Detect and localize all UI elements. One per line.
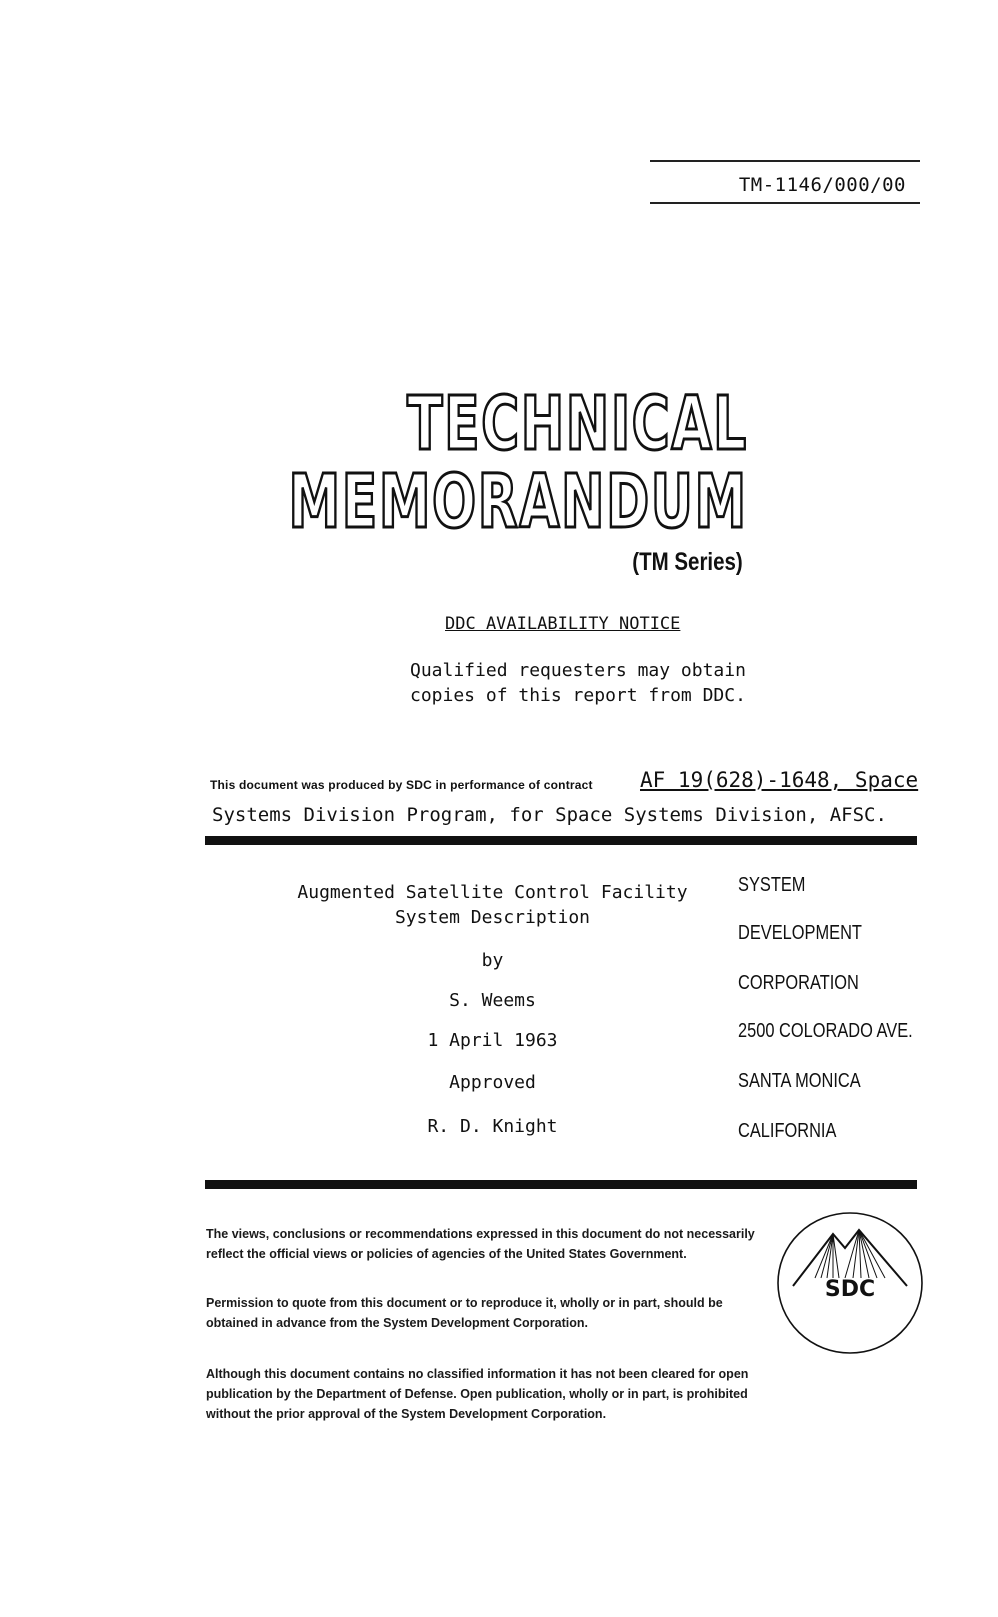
disclaimer-views: The views, conclusions or recommendations expressed in this document do not necessarily reflect the official views or policies of agencies of the United States Government. [206,1227,755,1261]
title-technical: TECHNICAL [407,381,748,467]
disclaimer-permission: Permission to quote from this document or to reproduce it, wholly or in part, should be obtained in advance from the System Development Corporation. [206,1296,723,1330]
contract-statement-line-2: Systems Division Program, for Space Systems Division, AFSC. [212,804,887,826]
address-line: CORPORATION [738,972,859,994]
bottom-divider-band [205,1180,917,1189]
document-title: Augmented Satellite Control Facility System Description [297,882,688,928]
sdc-logo [775,1208,925,1358]
address-line: DEVELOPMENT [738,922,862,944]
series-label: (TM Series) [632,548,743,576]
document-by: by [481,950,504,971]
contract-number: AF 19(628)-1648, Space [640,768,919,792]
address-line: SYSTEM [738,874,806,896]
approver-name: R. D. Knight [427,1116,558,1137]
contract-statement-lead: This document was produced by SDC in performance of contract [210,778,593,792]
report-number-top-rule [650,160,920,162]
top-divider-band [205,836,917,845]
disclaimer-classification: Although this document contains no classified information it has not been cleared for open publication by the Department of Defense. Open publication, wholly or in part, is prohibited without the prior approval of the System Development Corporation. [206,1367,749,1421]
report-number: TM-1146/000/00 [738,174,906,196]
approved-label: Approved [449,1072,536,1093]
availability-notice-heading: DDC AVAILABILITY NOTICE [445,614,681,634]
document-date: 1 April 1963 [427,1030,558,1051]
title-memorandum: MEMORANDUM [288,459,748,545]
report-number-bottom-rule [650,202,920,204]
document-author: S. Weems [449,990,536,1011]
address-line: SANTA MONICA [738,1070,861,1092]
address-line: 2500 COLORADO AVE. [738,1020,913,1042]
sdc-logo-text: SDC [824,1277,876,1302]
address-line: CALIFORNIA [738,1120,837,1142]
availability-notice-body: Qualified requesters may obtain copies of this report from DDC. [410,660,746,706]
